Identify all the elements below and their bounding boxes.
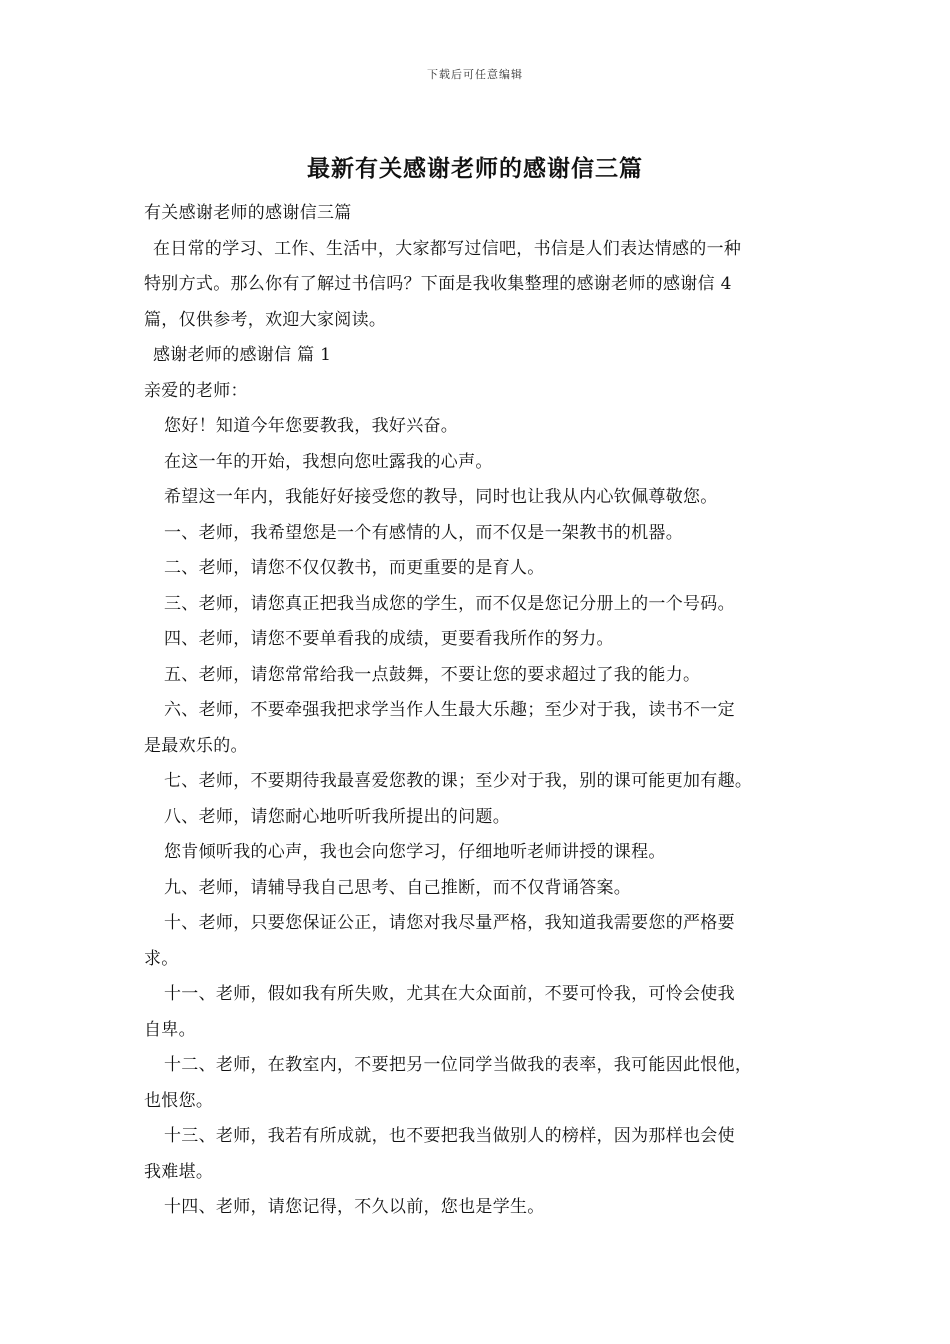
document-title: 最新有关感谢老师的感谢信三篇 [307, 155, 643, 182]
letter-paragraph: 十一、老师，假如我有所失败，尤其在大众面前，不要可怜我，可怜会使我 [164, 984, 735, 1004]
letter-paragraph: 六、老师，不要牵强我把求学当作人生最大乐趣；至少对于我，读书不一定 [164, 700, 735, 720]
intro-line: 特别方式。那么你有了解过书信吗？下面是我收集整理的感谢老师的感谢信 4 [144, 274, 732, 294]
letter-paragraph: 二、老师，请您不仅仅教书，而更重要的是育人。 [164, 558, 545, 578]
letter-paragraph-continuation: 求。 [144, 948, 179, 969]
letter-paragraph: 五、老师，请您常常给我一点鼓舞，不要让您的要求超过了我的能力。 [164, 664, 701, 685]
letter-paragraph: 十、老师，只要您保证公正，请您对我尽量严格，我知道我需要您的严格要 [164, 913, 735, 933]
header-note: 下载后可任意编辑 [427, 68, 523, 81]
document-body [144, 196, 816, 1226]
letter-paragraph-continuation: 我难堪。 [144, 1161, 214, 1182]
intro-line: 篇，仅供参考，欢迎大家阅读。 [144, 309, 387, 330]
letter-paragraph: 八、老师，请您耐心地听听我所提出的问题。 [164, 806, 510, 827]
intro-line: 在日常的学习、工作、生活中，大家都写过信吧，书信是人们表达情感的一种 [153, 238, 742, 259]
letter-paragraph: 十三、老师，我若有所成就，也不要把我当做别人的榜样，因为那样也会使 [164, 1126, 735, 1146]
intro-paragraph [144, 232, 816, 339]
letter-paragraph: 七、老师，不要期待我最喜爱您教的课；至少对于我，别的课可能更加有趣。 [164, 771, 753, 791]
letter-paragraph: 十二、老师，在教室内，不要把另一位同学当做我的表率，我可能因此恨他， [164, 1055, 753, 1075]
subtitle: 有关感谢老师的感谢信三篇 [144, 203, 352, 223]
letter-paragraph-continuation: 自卑。 [144, 1019, 196, 1040]
letter-paragraph: 您肯倾听我的心声，我也会向您学习，仔细地听老师讲授的课程。 [164, 842, 666, 862]
letter-paragraph: 三、老师，请您真正把我当成您的学生，而不仅是您记分册上的一个号码。 [164, 593, 735, 614]
letter-heading: 感谢老师的感谢信 篇 1 [153, 345, 332, 365]
letter-paragraph: 您好！知道今年您要教我，我好兴奋。 [164, 416, 459, 436]
letter-paragraph: 在这一年的开始，我想向您吐露我的心声。 [164, 451, 493, 472]
letter-paragraph-continuation: 是最欢乐的。 [144, 735, 248, 756]
letter-paragraph-continuation: 也恨您。 [144, 1090, 214, 1111]
letter-paragraph: 希望这一年内，我能好好接受您的教导，同时也让我从内心钦佩尊敬您。 [164, 487, 718, 507]
letter-paragraph: 九、老师，请辅导我自己思考、自己推断，而不仅背诵答案。 [164, 877, 632, 898]
letter-paragraph: 十四、老师，请您记得，不久以前，您也是学生。 [164, 1197, 545, 1217]
salutation: 亲爱的老师： [144, 380, 248, 401]
letter-paragraph: 一、老师，我希望您是一个有感情的人，而不仅是一架教书的机器。 [164, 522, 683, 543]
letter-paragraph: 四、老师，请您不要单看我的成绩，更要看我所作的努力。 [164, 629, 614, 649]
